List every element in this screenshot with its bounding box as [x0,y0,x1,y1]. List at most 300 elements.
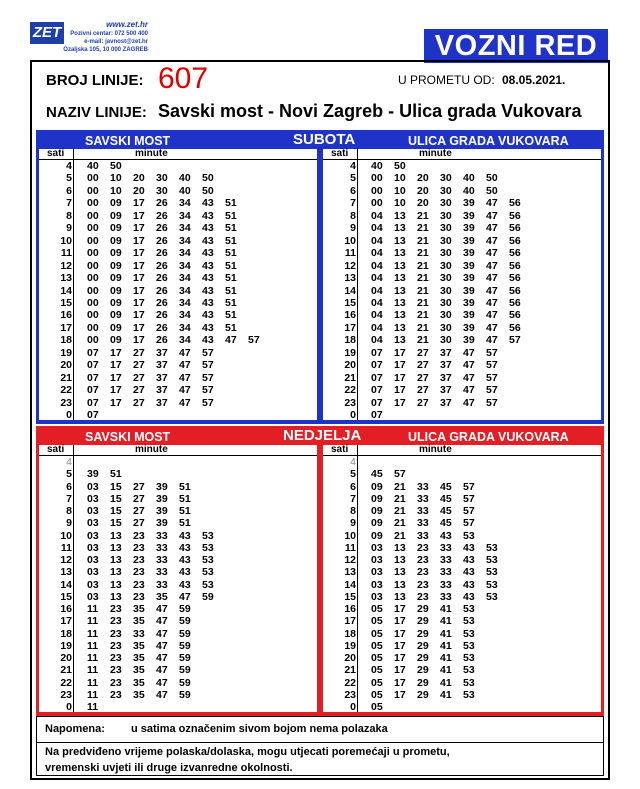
minute-cell: 43 [179,541,191,554]
minute-cell: 30 [440,284,452,297]
minute-cell: 26 [156,296,168,309]
minute-cell: 10 [394,197,406,210]
column-header [39,149,317,159]
minute-cell: 17 [133,334,145,347]
minute-cell: 57 [202,346,214,359]
minute-cell: 47 [156,615,168,628]
minute-cell: 23 [110,615,122,628]
minute-cell: 03 [87,541,99,554]
hour-cell: 8 [350,209,356,222]
minute-cell: 59 [179,664,191,677]
minute-cell: 35 [156,590,168,603]
minute-cell: 26 [156,247,168,260]
minute-cell: 26 [156,259,168,272]
minute-cell: 33 [417,517,429,530]
hour-cell: 16 [344,309,356,322]
minute-cell: 47 [486,321,498,334]
minute-cell: 57 [486,359,498,372]
logo-line-2: e-mail: javnost@zet.hr [84,39,148,45]
hour-cell: 17 [344,615,356,628]
minute-cell: 23 [417,541,429,554]
minute-cell: 41 [440,627,452,640]
minute-cell: 47 [179,396,191,409]
minute-cell: 37 [440,346,452,359]
minute-cell: 27 [133,505,145,517]
minute-cell: 11 [87,603,99,615]
minute-cell: 21 [417,321,429,334]
minute-cell: 09 [371,492,383,505]
minute-cell: 33 [156,578,168,591]
minute-cell: 13 [394,247,406,260]
minute-cell: 43 [179,529,191,542]
minute-cell: 47 [156,652,168,664]
timetable-row [39,603,317,616]
minute-cell: 43 [463,590,475,603]
logo-line-1: Pozivni centar: 072 500 400 [70,31,148,37]
minute-cell: 35 [133,639,145,652]
minute-cell: 45 [440,517,452,530]
minute-cell: 21 [417,334,429,347]
minute-cell: 13 [394,272,406,285]
sunday-left-panel [39,445,317,712]
minute-cell: 00 [87,272,99,285]
minute-cell: 20 [417,197,429,210]
saturday-day: SUBOTA [293,131,356,148]
minute-cell: 53 [463,639,475,652]
minute-cell: 34 [179,296,191,309]
minute-cell: 47 [156,627,168,640]
timetable-row [323,628,601,641]
minute-cell: 43 [202,209,214,222]
minute-cell: 17 [133,247,145,260]
minute-cell: 11 [87,627,99,640]
minute-cell: 00 [371,197,383,210]
hour-cell: 11 [60,247,72,260]
minute-cell: 53 [463,603,475,615]
minute-cell: 17 [394,652,406,664]
minute-cell: 57 [486,346,498,359]
minute-cell: 37 [440,371,452,384]
minute-cell: 17 [133,197,145,210]
minute-cell: 09 [371,480,383,493]
hour-cell: 22 [60,384,72,397]
minute-cell: 20 [133,172,145,185]
minutes-header: minute [135,444,168,455]
minute-cell: 57 [202,384,214,397]
hour-cell: 21 [60,664,72,677]
minute-cell: 47 [156,603,168,615]
minute-cell: 43 [202,197,214,210]
timetable-row [39,235,317,248]
minute-cell: 59 [179,639,191,652]
note-grey-hours: u satima označenim sivom bojom nema polazaka [131,723,388,735]
minute-cell: 29 [417,627,429,640]
minute-cell: 09 [110,309,122,322]
minute-cell: 17 [133,272,145,285]
hour-cell: 15 [60,590,72,603]
minute-cell: 05 [371,603,383,615]
minute-cell: 39 [463,309,475,322]
hour-cell: 0 [350,701,356,713]
minute-cell: 21 [394,480,406,493]
minute-cell: 47 [463,371,475,384]
minute-cell: 27 [417,384,429,397]
hour-cell: 17 [60,321,72,334]
minute-cell: 53 [463,688,475,701]
hour-cell: 15 [344,590,356,603]
hour-cell: 16 [60,603,72,615]
timetable-row [323,347,601,360]
timetable-row [39,591,317,604]
hour-cell: 19 [60,639,72,652]
minute-cell: 00 [87,234,99,247]
minute-cell: 51 [225,234,237,247]
hour-cell: 7 [350,197,356,210]
timetable-row [39,615,317,628]
minute-cell: 43 [440,529,452,542]
hour-cell: 9 [350,517,356,530]
minute-cell: 23 [110,627,122,640]
minute-cell: 33 [156,541,168,554]
timetable-row [39,185,317,198]
timetable-row [323,468,601,481]
minute-cell: 20 [417,184,429,197]
minute-cell: 04 [371,272,383,285]
timetable-row [323,456,601,469]
minute-cell: 53 [463,627,475,640]
minute-cell: 56 [509,309,521,322]
timetable-row [323,372,601,385]
minute-cell: 21 [417,284,429,297]
minute-cell: 13 [394,541,406,554]
minute-cell: 00 [87,296,99,309]
minute-cell: 41 [440,639,452,652]
minute-cell: 43 [202,234,214,247]
minute-cell: 05 [371,639,383,652]
minute-cell: 51 [110,468,122,481]
minute-cell: 07 [87,371,99,384]
minutes-header: minute [135,148,168,159]
minute-cell: 56 [509,272,521,285]
minute-cell: 30 [440,222,452,235]
hour-cell: 23 [344,688,356,701]
minute-cell: 13 [394,566,406,579]
minute-cell: 35 [133,676,145,689]
minute-cell: 27 [133,371,145,384]
minute-cell: 34 [179,284,191,297]
minute-cell: 09 [371,529,383,542]
minute-cell: 40 [87,160,99,172]
minute-cell: 53 [202,578,214,591]
minute-cell: 29 [417,676,429,689]
sunday-to: ULICA GRADA VUKOVARA [408,430,569,444]
minute-cell: 34 [179,247,191,260]
minute-cell: 00 [87,222,99,235]
minute-cell: 05 [371,615,383,628]
minute-cell: 13 [110,590,122,603]
minute-cell: 43 [463,566,475,579]
hour-cell: 20 [60,652,72,664]
minute-cell: 26 [156,334,168,347]
timetable-row [323,409,601,422]
minute-cell: 43 [202,334,214,347]
minute-cell: 21 [417,272,429,285]
minute-cell: 11 [87,688,99,701]
minute-cell: 21 [417,247,429,260]
minute-cell: 59 [179,627,191,640]
minute-cell: 11 [87,664,99,677]
timetable-row [39,297,317,310]
timetable-row [323,652,601,665]
minute-cell: 30 [440,272,452,285]
minute-cell: 30 [440,247,452,260]
minute-cell: 30 [156,184,168,197]
minute-cell: 03 [87,590,99,603]
minute-cell: 51 [179,492,191,505]
minute-cell: 33 [440,590,452,603]
minute-cell: 07 [87,409,99,421]
timetable-row [323,309,601,322]
minute-cell: 05 [371,688,383,701]
minute-cell: 20 [133,184,145,197]
minute-cell: 00 [371,184,383,197]
minute-cell: 37 [440,359,452,372]
minute-cell: 15 [110,517,122,530]
page-title: VOZNI RED [424,29,608,63]
timetable-row [39,579,317,592]
timetable-row [39,689,317,702]
minute-cell: 09 [110,209,122,222]
hour-cell: 21 [344,664,356,677]
minute-cell: 37 [440,396,452,409]
minute-cell: 23 [133,554,145,566]
minute-cell: 04 [371,296,383,309]
minute-cell: 29 [417,688,429,701]
minute-cell: 21 [417,309,429,322]
zet-logo: ZET [30,22,64,44]
timetable-row [39,272,317,285]
hour-cell: 13 [60,566,72,579]
hour-cell: 8 [66,505,72,517]
minute-cell: 15 [110,505,122,517]
hour-cell: 10 [60,529,72,542]
minute-cell: 33 [156,566,168,579]
hour-cell: 5 [350,172,356,185]
timetable-row [39,530,317,543]
timetable-row [39,260,317,273]
minute-cell: 21 [394,505,406,517]
minute-cell: 05 [371,664,383,677]
saturday-to: ULICA GRADA VUKOVARA [408,134,569,148]
minute-cell: 04 [371,309,383,322]
minute-cell: 13 [394,321,406,334]
minute-cell: 09 [110,321,122,334]
minute-cell: 03 [87,554,99,566]
minute-cell: 17 [110,384,122,397]
column-header [39,445,317,455]
minute-cell: 26 [156,309,168,322]
minute-cell: 13 [394,296,406,309]
minute-cell: 39 [463,222,475,235]
minute-cell: 17 [394,664,406,677]
timetable-row [323,591,601,604]
minute-cell: 39 [463,284,475,297]
hour-cell: 12 [344,259,356,272]
minute-cell: 17 [394,627,406,640]
minute-cell: 43 [202,309,214,322]
minute-cell: 05 [371,676,383,689]
minute-cell: 27 [133,492,145,505]
minute-cell: 11 [87,639,99,652]
minute-cell: 23 [417,554,429,566]
minute-cell: 39 [87,468,99,481]
minute-cell: 23 [133,541,145,554]
hour-cell: 9 [350,222,356,235]
minute-cell: 30 [440,321,452,334]
minute-cell: 13 [394,209,406,222]
hour-cell: 7 [66,492,72,505]
minute-cell: 47 [156,664,168,677]
minute-cell: 29 [417,652,429,664]
minute-cell: 13 [394,590,406,603]
minute-cell: 17 [394,676,406,689]
note-line-2: Na predviđeno vrijeme polaska/dolaska, mogu utjecati poremećaji u prometu, [37,742,603,758]
minute-cell: 27 [133,480,145,493]
minute-cell: 27 [133,384,145,397]
minute-cell: 09 [110,234,122,247]
minute-cell: 39 [463,321,475,334]
minute-cell: 23 [110,688,122,701]
minute-cell: 53 [486,554,498,566]
minute-cell: 21 [417,234,429,247]
minute-cell: 13 [110,578,122,591]
minute-cell: 33 [417,480,429,493]
hour-cell: 13 [344,566,356,579]
minute-cell: 53 [486,578,498,591]
minute-cell: 13 [394,309,406,322]
minute-cell: 51 [225,296,237,309]
minute-cell: 34 [179,309,191,322]
timetable-row [323,664,601,677]
hour-cell: 10 [60,234,72,247]
hour-cell: 15 [344,296,356,309]
hour-cell: 22 [344,676,356,689]
minute-cell: 23 [110,676,122,689]
line-number: 607 [158,62,209,95]
minute-cell: 26 [156,222,168,235]
minute-cell: 21 [394,529,406,542]
minute-cell: 57 [463,480,475,493]
minute-cell: 37 [156,396,168,409]
timetable-row [39,493,317,506]
minute-cell: 56 [509,209,521,222]
minute-cell: 26 [156,284,168,297]
minute-cell: 00 [87,172,99,185]
hour-cell: 17 [344,321,356,334]
timetable-row [39,554,317,567]
minute-cell: 21 [417,222,429,235]
minute-cell: 23 [133,529,145,542]
minute-cell: 56 [509,247,521,260]
minute-cell: 26 [156,272,168,285]
timetable-row [323,689,601,702]
minute-cell: 30 [156,172,168,185]
minute-cell: 47 [486,334,498,347]
timetable-row [39,172,317,185]
minute-cell: 21 [417,296,429,309]
hour-cell: 4 [66,160,72,172]
minute-cell: 51 [179,480,191,493]
hours-header: sati [331,444,349,455]
minute-cell: 09 [371,505,383,517]
hour-cell: 14 [60,284,72,297]
hour-cell: 18 [344,627,356,640]
minute-cell: 03 [371,590,383,603]
minute-cell: 29 [417,615,429,628]
minute-cell: 47 [179,359,191,372]
minute-cell: 56 [509,321,521,334]
minute-cell: 53 [486,541,498,554]
timetable-row [323,615,601,628]
minute-cell: 57 [463,492,475,505]
minute-cell: 53 [202,554,214,566]
minute-cell: 37 [156,346,168,359]
timetable-row [39,566,317,579]
line-number-label: BROJ LINIJE: [46,72,144,89]
timetable-row [323,640,601,653]
hour-cell: 18 [60,334,72,347]
minute-cell: 53 [202,566,214,579]
minute-cell: 30 [440,234,452,247]
minute-cell: 29 [417,664,429,677]
timetable-row [323,297,601,310]
minute-cell: 56 [509,197,521,210]
column-header [323,445,601,455]
minute-cell: 41 [440,603,452,615]
timetable-row [39,677,317,690]
timetable-row [323,197,601,210]
column-header [323,149,601,159]
minute-cell: 33 [417,505,429,517]
minute-cell: 57 [509,334,521,347]
minute-cell: 50 [394,160,406,172]
minute-cell: 43 [202,247,214,260]
minute-cell: 17 [394,346,406,359]
minute-cell: 23 [110,652,122,664]
minute-cell: 33 [440,566,452,579]
minute-cell: 57 [486,371,498,384]
hour-cell: 6 [66,184,72,197]
minute-cell: 00 [87,259,99,272]
timetable-row [39,517,317,530]
valid-from-date: 08.05.2021. [502,73,566,87]
minute-cell: 30 [440,259,452,272]
sunday-from: SAVSKI MOST [85,430,171,444]
timetable-row [323,185,601,198]
timetable-row [39,397,317,410]
minute-cell: 13 [394,222,406,235]
minute-cell: 47 [463,359,475,372]
minute-cell: 07 [87,396,99,409]
minute-cell: 09 [110,272,122,285]
timetable-row [323,334,601,347]
timetable-row [39,285,317,298]
minute-cell: 47 [486,209,498,222]
minute-cell: 39 [463,259,475,272]
minute-cell: 23 [417,578,429,591]
minute-cell: 33 [440,541,452,554]
minute-cell: 00 [87,309,99,322]
